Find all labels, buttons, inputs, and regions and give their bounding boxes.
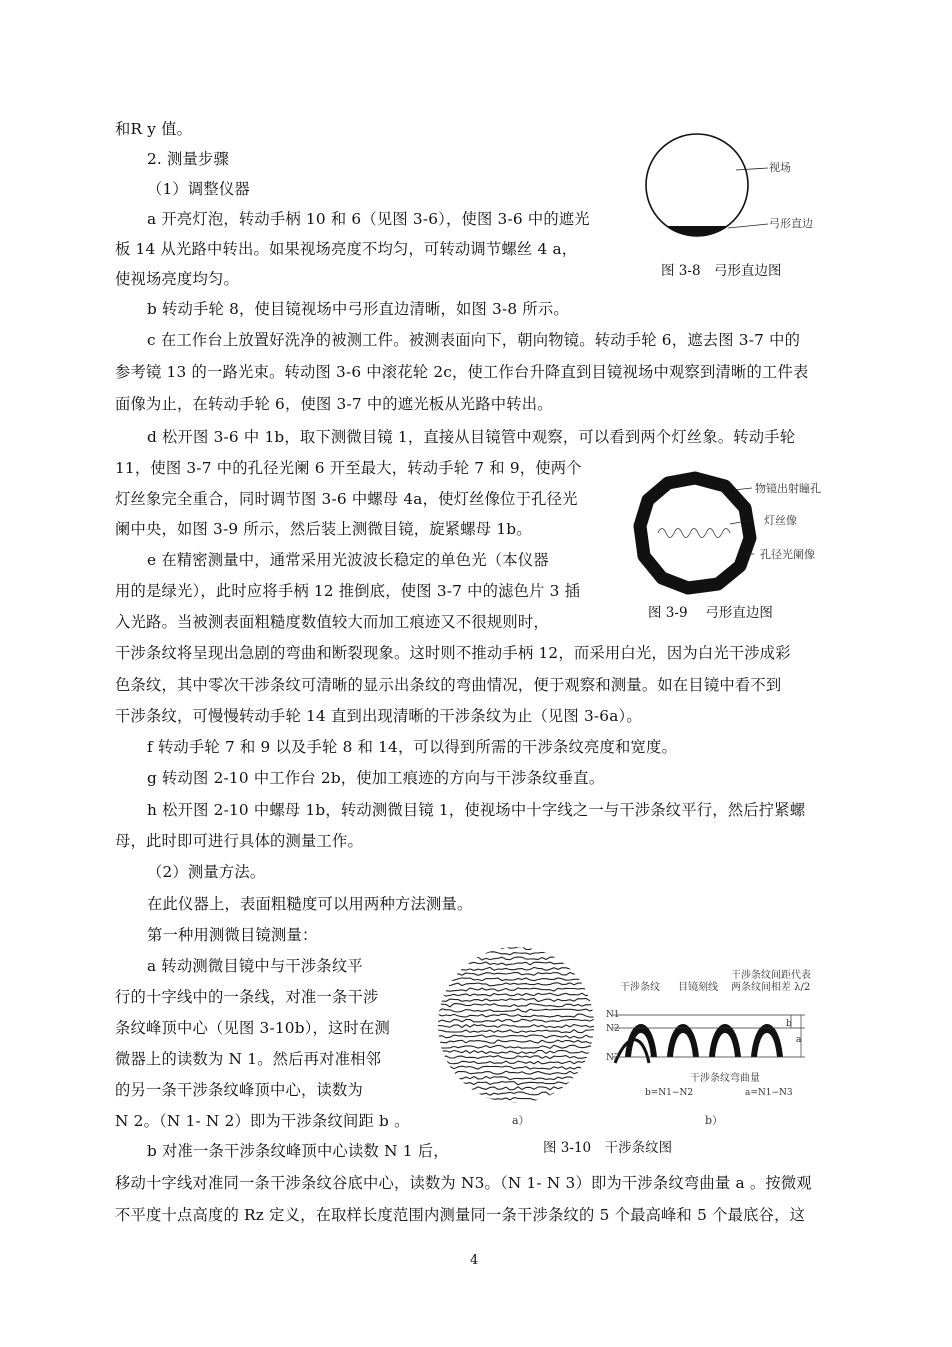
text-line: 11，使图 3-7 中的孔径光阑 6 开至最大，转动手轮 7 和 9，使两个 <box>115 459 582 477</box>
label-aperture-stop-image: 孔径光阑像 <box>760 548 815 561</box>
label-n3: N3 <box>606 1053 620 1063</box>
text-line: 参考镜 13 的一路光束。转动图 3-6 中滚花轮 2c，使工作台升降直到目镜视场中观察到清晰的工件表 <box>115 363 809 381</box>
fringe-line <box>434 1098 602 1101</box>
text-line: 色条纹，其中零次干涉条纹可清晰的显示出条纹的弯曲情况，便于观察和测量。如在目镜中看不到 <box>115 676 782 694</box>
fringe-line <box>434 1056 602 1059</box>
text-line: 行的十字线中的一条线，对准一条干涉 <box>115 988 379 1006</box>
fringe-line <box>434 1108 602 1111</box>
fringe-line <box>434 978 602 981</box>
text-line: d 松开图 3-6 中 1b，取下测微目镜 1，直接从目镜管中观察，可以看到两个灯丝象。转动手轮 <box>147 428 796 446</box>
fringe-line <box>434 973 602 976</box>
text-line: a 转动测微目镜中与干涉条纹平 <box>147 957 363 975</box>
fringe-line <box>434 1061 602 1064</box>
text-line: c 在工作台上放置好洗净的被测工件。被测表面向下，朝向物镜。转动手轮 6，遮去图 3-7 中的 <box>147 331 801 349</box>
fringe-line <box>434 947 602 950</box>
text-line: 微器上的读数为 N 1。然后再对准相邻 <box>115 1050 382 1068</box>
label-field-of-view: 视场 <box>769 161 791 174</box>
fringe-line <box>434 983 602 986</box>
label-half-wavelength: 两条纹间相差 λ/2 <box>731 982 811 993</box>
text-line: 使视场亮度均匀。 <box>115 270 239 288</box>
fringe-line <box>434 1045 602 1048</box>
text-line: 和R y 值。 <box>115 120 193 138</box>
fringe-line <box>434 1035 602 1038</box>
figure-3-10a-fringe-pattern <box>434 940 604 1118</box>
fringe-line <box>434 952 602 955</box>
label-n2: N2 <box>606 1024 620 1034</box>
fringe-line <box>434 1004 602 1007</box>
fringe-line <box>434 1050 602 1053</box>
label-b-formula: b=N1−N2 <box>645 1088 694 1098</box>
text-line: h 松开图 2-10 中螺母 1b，转动测微目镜 1，使视场中十字线之一与干涉条纹平行，然后拧紧螺 <box>147 801 806 819</box>
text-line: 第一种用测微目镜测量： <box>147 926 318 944</box>
fringe-line <box>434 957 602 960</box>
label-subfigure-a: a） <box>512 1114 530 1127</box>
fringe-line <box>434 1071 602 1074</box>
fringe-line <box>434 1092 602 1095</box>
fringe-line <box>434 962 602 965</box>
figure-3-9-filament-image <box>630 468 760 598</box>
fringe-line <box>434 967 602 970</box>
text-line: 不平度十点高度的 Rz 定义，在取样长度范围内测量同一条干涉条纹的 5 个最高峰和 5 个最底谷，这 <box>115 1206 806 1224</box>
text-line: 干涉条纹将呈现出急剧的弯曲和断裂现象。这时则不推动手柄 12，而采用白光，因为白光干涉成彩 <box>115 644 791 662</box>
text-line: 在此仪器上，表面粗糙度可以用两种方法测量。 <box>147 895 473 913</box>
fringe-line <box>434 1014 602 1017</box>
fringe-line <box>434 1019 602 1022</box>
text-line: 板 14 从光路中转出。如果视场亮度不均匀，可转动调节螺丝 4 a， <box>115 240 578 258</box>
fringe-line <box>434 1077 602 1080</box>
text-line: 阑中央，如图 3-9 所示，然后装上测微目镜，旋紧螺母 1b。 <box>115 520 532 538</box>
text-line: 面像为止，在转动手轮 6，使图 3-7 中的遮光板从光路中转出。 <box>115 395 553 413</box>
label-objective-exit-pupil: 物镜出射瞳孔 <box>755 482 821 495</box>
figure-caption: 图 3-10 干涉条纹图 <box>543 1140 673 1156</box>
label-subfigure-b: b） <box>705 1114 724 1127</box>
subsection-heading: （2）测量方法。 <box>147 863 266 881</box>
fringe-line <box>434 1082 602 1085</box>
text-line: b 转动手轮 8，使目镜视场中弓形直边清晰，如图 3-8 所示。 <box>147 300 569 318</box>
figure-caption: 图 3-9 弓形直边图 <box>648 605 773 621</box>
text-line: 移动十字线对准同一条干涉条纹谷底中心，读数为 N3。（N 1- N 3）即为干涉条纹弯曲量 a 。按微观 <box>115 1174 812 1192</box>
figure-3-10b-fringe-measurement <box>605 995 815 1075</box>
label-arc-straight-edge: 弓形直边 <box>769 217 813 230</box>
label-a-formula: a=N1−N3 <box>745 1088 793 1098</box>
fringe-line <box>434 1040 602 1043</box>
label-reticle-line: 目镜刻线 <box>678 982 718 993</box>
label-a: a <box>796 1035 802 1045</box>
text-line: 灯丝象完全重合，同时调节图 3-6 中螺母 4a，使灯丝像位于孔径光 <box>115 490 578 508</box>
text-line: 入光路。当被测表面粗糙度数值较大而加工痕迹又不很规则时， <box>115 613 549 631</box>
fringe-line <box>434 988 602 991</box>
fringe-line <box>434 998 602 1001</box>
label-n1: N1 <box>606 1010 620 1020</box>
label-fringe-spacing: 干涉条纹间距代表 <box>731 970 811 981</box>
figure-caption: 图 3-8 弓形直边图 <box>661 263 782 279</box>
text-line: b 对准一条干涉条纹峰顶中心读数 N 1 后， <box>147 1142 449 1160</box>
fringe-line <box>434 1025 602 1028</box>
section-heading: 2. 测量步骤 <box>147 150 230 168</box>
text-line: 的另一条干涉条纹峰顶中心，读数为 <box>115 1081 363 1099</box>
label-fringe-curvature: 干涉条纹弯曲量 <box>690 1073 760 1084</box>
text-line: 干涉条纹，可慢慢转动手轮 14 直到出现清晰的干涉条纹为止（见图 3-6a）。 <box>115 707 642 725</box>
text-line: 条纹峰顶中心（见图 3-10b），这时在测 <box>115 1019 391 1037</box>
fringe-line <box>434 1030 602 1033</box>
label-interference-fringe: 干涉条纹 <box>620 982 660 993</box>
text-line: a 开亮灯泡，转动手柄 10 和 6（见图 3-6），使图 3-6 中的遮光 <box>147 210 590 228</box>
fringe-line <box>434 1087 602 1090</box>
fringe-line <box>434 1009 602 1012</box>
label-filament-image: 灯丝像 <box>764 514 797 527</box>
text-line: f 转动手轮 7 和 9 以及手轮 8 和 14，可以得到所需的干涉条纹亮度和宽度。 <box>147 738 677 756</box>
subsection-heading: （1）调整仪器 <box>147 180 250 198</box>
text-line: e 在精密测量中，通常采用光波波长稳定的单色光（本仪器 <box>147 551 549 569</box>
page-number: 4 <box>470 1253 479 1268</box>
text-line: 用的是绿光），此时应将手柄 12 推倒底，使图 3-7 中的滤色片 3 插 <box>115 582 581 600</box>
label-b: b <box>786 1019 792 1029</box>
fringe-line <box>434 1066 602 1069</box>
text-line: g 转动图 2-10 中工作台 2b，使加工痕迹的方向与干涉条纹垂直。 <box>147 769 605 787</box>
text-line: N 2。（N 1- N 2）即为干涉条纹间距 b 。 <box>115 1112 410 1130</box>
fringe-line <box>434 1103 602 1106</box>
text-line: 母，此时即可进行具体的测量工作。 <box>115 832 363 850</box>
fringe-line <box>434 993 602 996</box>
